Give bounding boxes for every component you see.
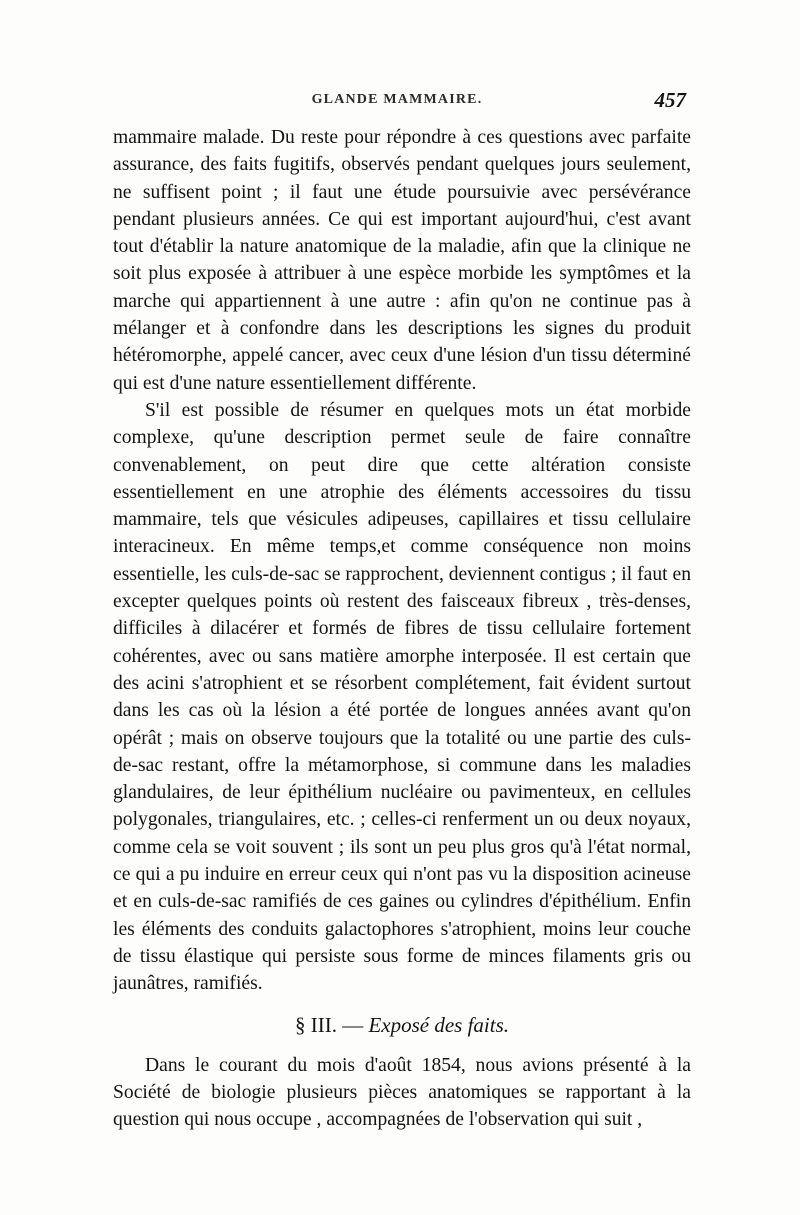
running-title: GLANDE MAMMAIRE. xyxy=(311,92,483,107)
paragraph-facts: Dans le courant du mois d'août 1854, nous avions présenté à la Société de biologie plusieurs pièces anatomiques se rapportant à la question qui nous occupe , accompagnées de l'observation qui suit , xyxy=(113,1054,691,1131)
body-text xyxy=(113,124,691,1133)
running-head xyxy=(108,88,686,118)
page-number: 457 xyxy=(654,88,686,112)
section-heading xyxy=(113,1012,691,1039)
section-number: § III. — xyxy=(294,1012,364,1037)
paragraph-summary: S'il est possible de résumer en quelques mots un état morbide complexe, qu'une description permet seule de faire connaître convenablement, on peut dire que cette altération consiste essentiellement en une atrophie des éléments accessoires du tissu mammaire, tels que vésicules adipeuses, capillaires et tissu cellulaire interacineux. En même temps,et comme conséquence non moins essentielle, les culs-de-sac se rapprochent, deviennent contigus ; il faut en excepter quelques points où restent des faisceaux fibreux , très-denses, difficiles à dilacérer et formés de fibres de tissu cellulaire fortement cohérentes, avec ou sans matière amorphe interposée. Il est certain que des acini s'atrophient et se résorbent complétement, fait évident surtout dans les cas où la lésion a été portée de longues années avant qu'on opérât ; mais on observe toujours que la totalité ou une partie des culs-de-sac restant, offre la métamorphose, si commune dans les maladies glandulaires, de leur épithélium nucléaire ou pavimenteux, en cellules polygonales, triangulaires, etc. ; celles-ci renferment un ou deux noyaux, comme cela se voit souvent ; ils sont un peu plus gros qu'à l'état normal, ce qui a pu induire en erreur ceux qui n'ont pas vu la disposition acineuse et en culs-de-sac ramifiés de ces gaines ou cylindres d'épithélium. Enfin les éléments des conduits galactophores s'atrophient, moins leur couche de tissu élastique qui persiste sous forme de minces filaments gris ou jaunâtres, ramifiés. xyxy=(113,399,691,995)
paragraph-continuation: mammaire malade. Du reste pour répondre à ces questions avec parfaite assurance, des faits fugitifs, observés pendant quelques jours seulement, ne suffisent point ; il faut une étude poursuivie avec persévérance pendant plusieurs années. Ce qui est important aujourd'hui, c'est avant tout d'établir la nature anatomique de la maladie, afin que la clinique ne soit plus exposée à attribuer à une espèce morbide les symptômes et la marche qui appartiennent à une autre : afin qu'on ne continue pas à mélanger et à confondre dans les descriptions les signes du produit hétéromorphe, appelé cancer, avec ceux d'une lésion d'un tissu déterminé qui est d'une nature essentiellement différente. xyxy=(113,127,691,394)
section-title: Exposé des faits. xyxy=(368,1012,510,1037)
